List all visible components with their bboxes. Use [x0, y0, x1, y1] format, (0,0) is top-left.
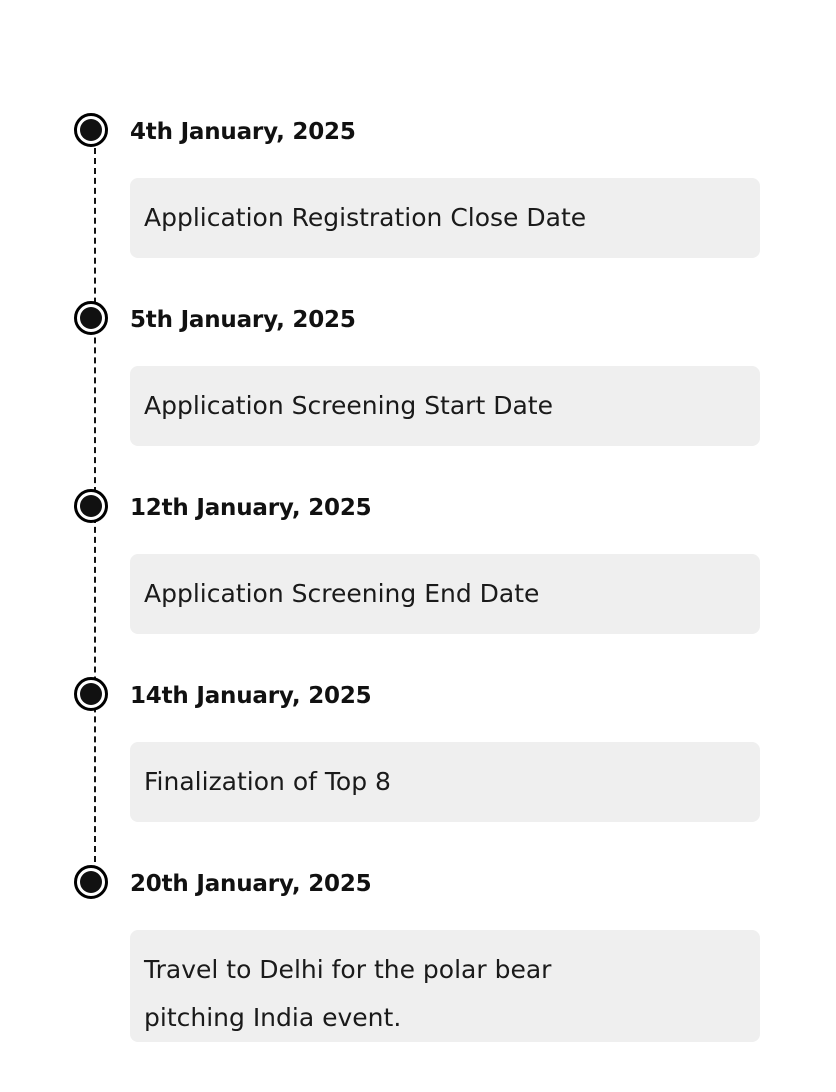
event-date: 14th January, 2025 [130, 683, 372, 709]
event-date: 5th January, 2025 [130, 307, 356, 333]
event-date: 4th January, 2025 [130, 119, 356, 145]
event-description: Application Screening End Date [144, 579, 540, 608]
event-description: Application Screening Start Date [144, 391, 553, 420]
event-description: Finalization of Top 8 [144, 767, 391, 796]
event-description-card [130, 742, 760, 822]
timeline-dot-icon [74, 677, 108, 711]
event-date: 12th January, 2025 [130, 495, 372, 521]
event-date: 20th January, 2025 [130, 871, 372, 897]
timeline-dot-icon [74, 489, 108, 523]
event-description: Travel to Delhi for the polar bear pitching India event. [144, 955, 552, 1032]
timeline-dot-icon [74, 865, 108, 899]
timeline-dot-icon [74, 301, 108, 335]
timeline-dot-icon [74, 113, 108, 147]
event-description-card [130, 178, 760, 258]
event-description-card [130, 930, 760, 1042]
event-description-card [130, 366, 760, 446]
event-description-card [130, 554, 760, 634]
event-description: Application Registration Close Date [144, 203, 587, 232]
